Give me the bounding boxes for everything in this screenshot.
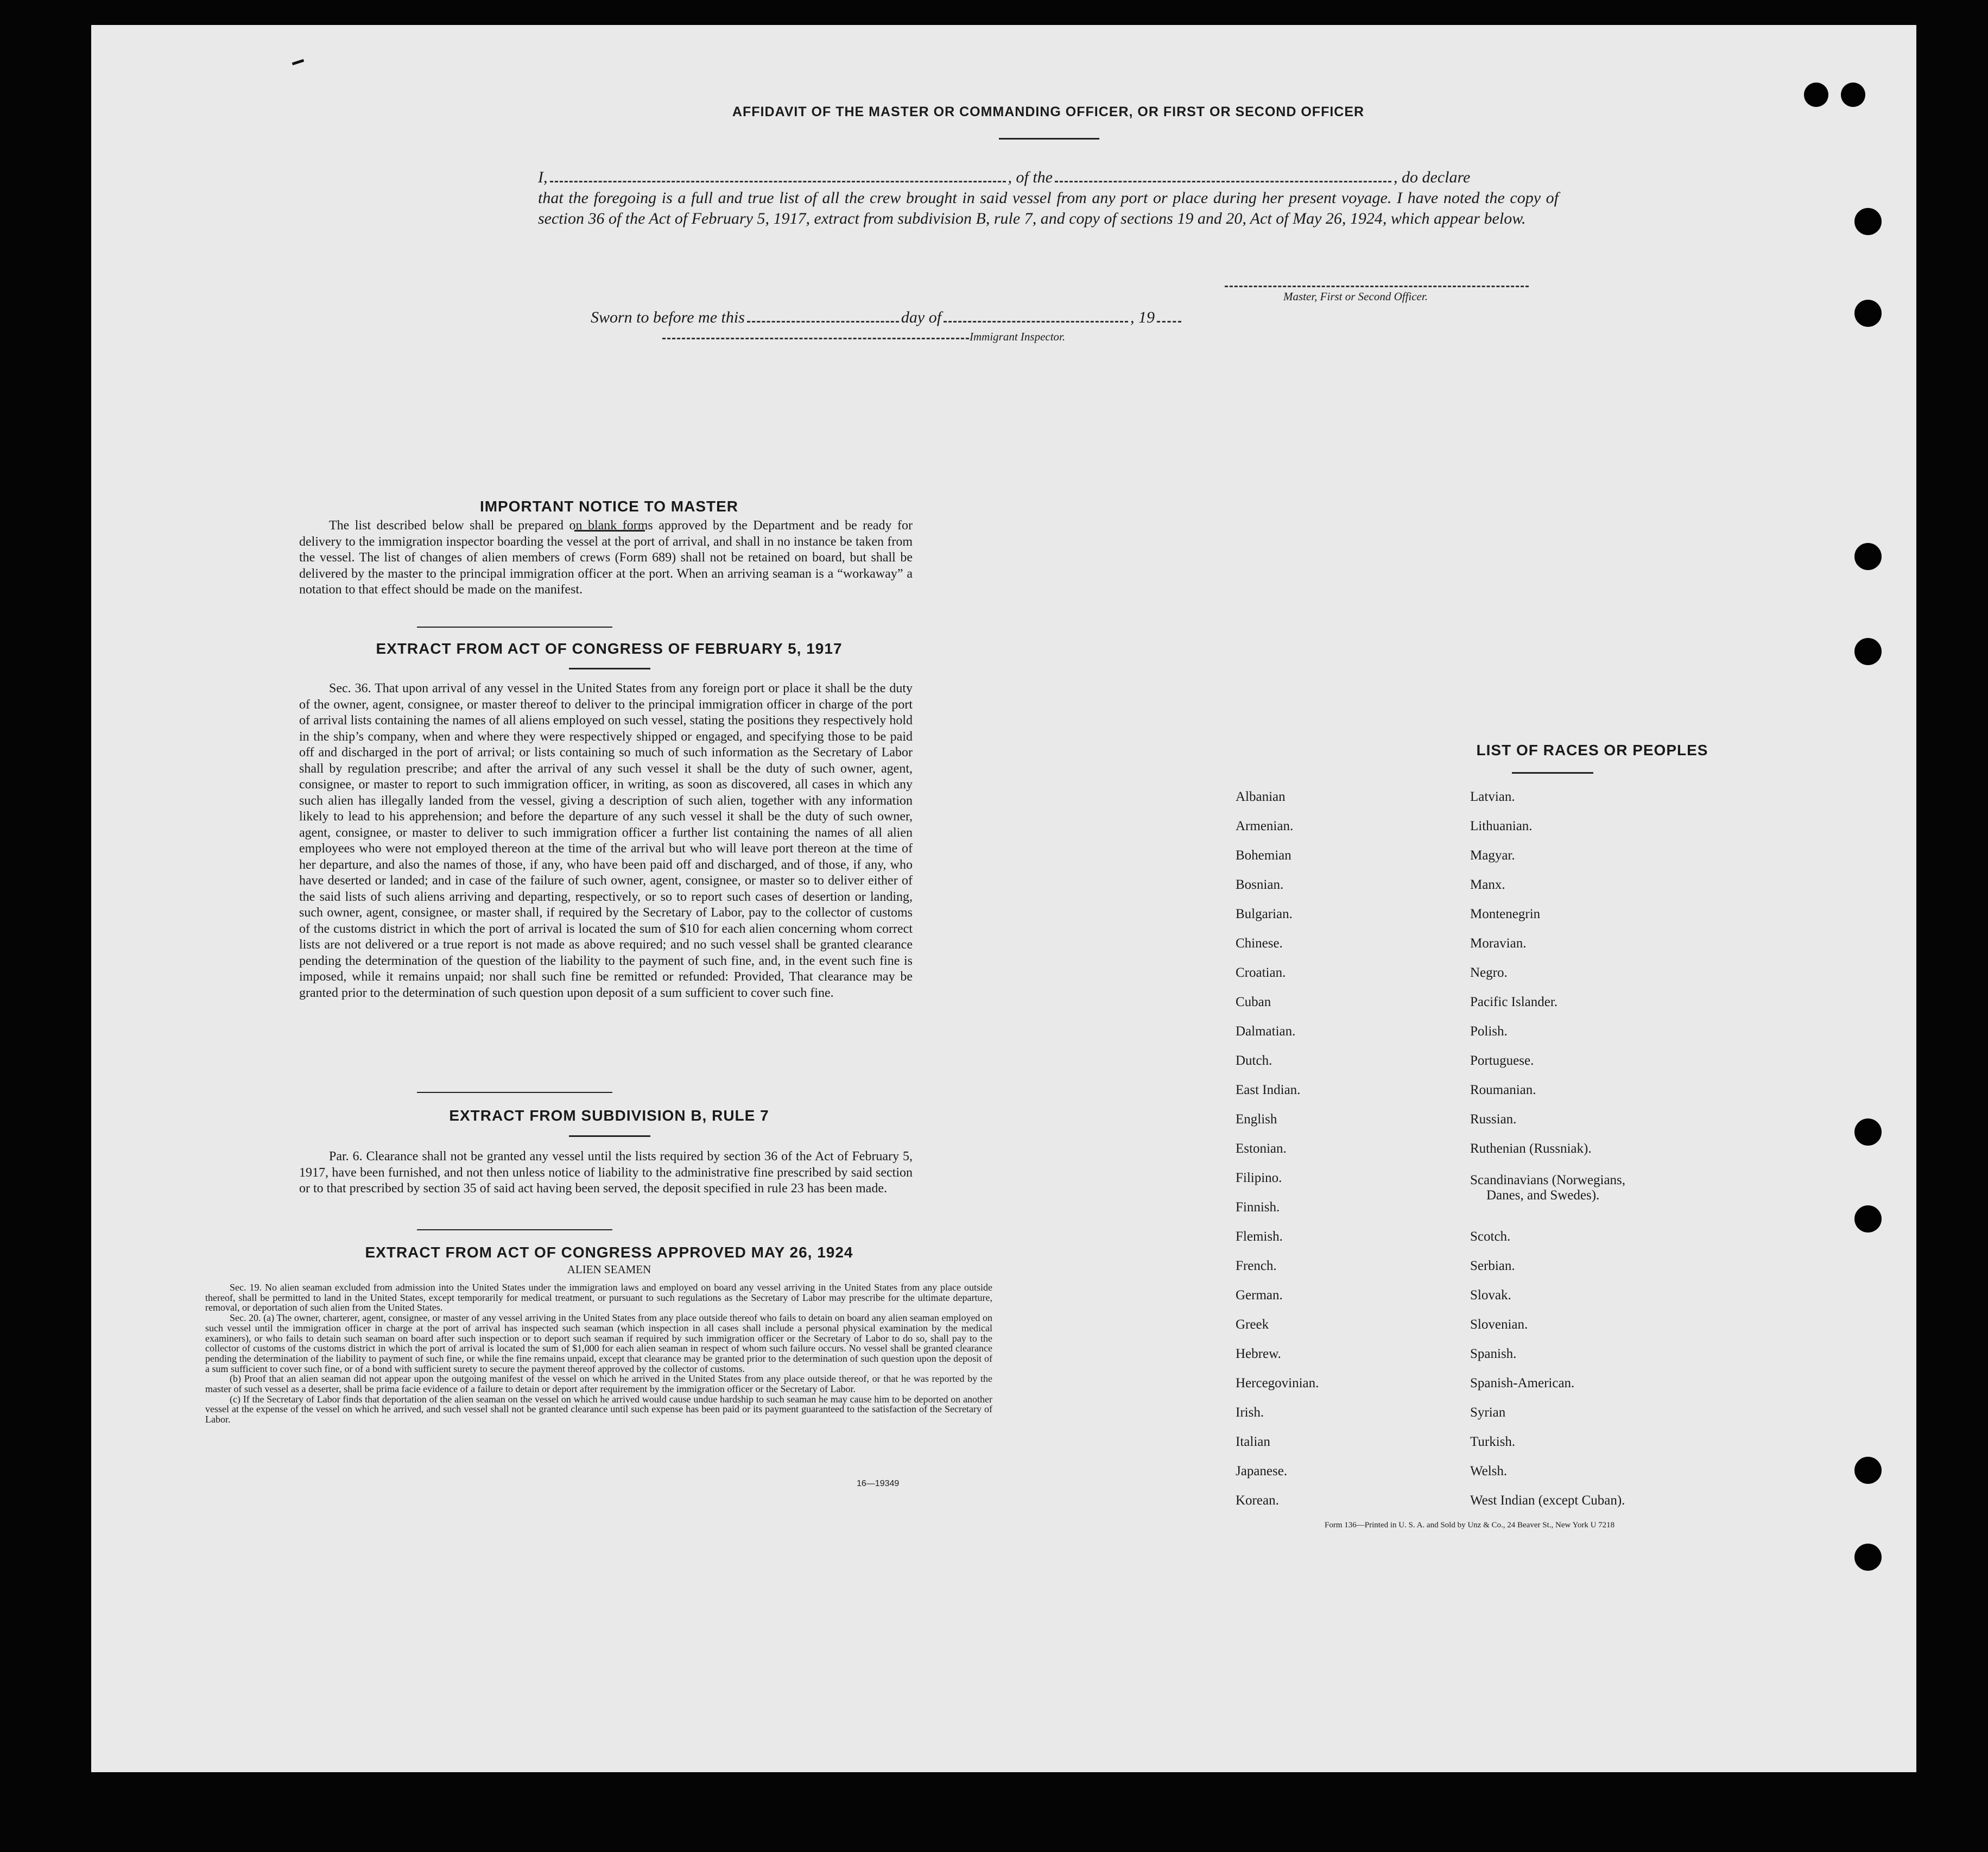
- month-blank[interactable]: [944, 321, 1128, 323]
- races-title: LIST OF RACES OR PEOPLES: [1476, 742, 1708, 759]
- race-item: Chinese.: [1236, 936, 1283, 951]
- punch-hole: [1854, 638, 1882, 665]
- race-item: Bulgarian.: [1236, 907, 1293, 921]
- of-the-label: , of the: [1008, 168, 1053, 186]
- race-item: Japanese.: [1236, 1464, 1288, 1478]
- vessel-blank[interactable]: [1055, 181, 1391, 182]
- race-item: Spanish-American.: [1470, 1376, 1575, 1390]
- race-item: Slovak.: [1470, 1288, 1511, 1303]
- race-item: Negro.: [1470, 965, 1508, 980]
- race-item: English: [1236, 1112, 1277, 1127]
- extract-1917-text: [299, 681, 913, 1001]
- race-item: Scandinavians (Norwegians,: [1470, 1173, 1626, 1187]
- race-item: Portuguese.: [1470, 1053, 1534, 1068]
- rule7-rule: [569, 1135, 650, 1137]
- punch-hole: [1804, 83, 1828, 107]
- sworn-label: Sworn to before me this: [591, 308, 745, 326]
- divider-rule: [417, 1092, 612, 1093]
- race-item: Spanish.: [1470, 1347, 1517, 1361]
- race-item: Serbian.: [1470, 1259, 1515, 1273]
- race-item: Dalmatian.: [1236, 1024, 1296, 1039]
- race-item: Polish.: [1470, 1024, 1508, 1039]
- race-item: Russian.: [1470, 1112, 1517, 1127]
- notice-title: IMPORTANT NOTICE TO MASTER: [479, 498, 739, 515]
- punch-hole: [1854, 1544, 1882, 1571]
- punch-hole: [1841, 83, 1865, 107]
- rule7-title: EXTRACT FROM SUBDIVISION B, RULE 7: [449, 1107, 769, 1124]
- form-number: 16—19349: [857, 1479, 900, 1488]
- race-item: Greek: [1236, 1317, 1269, 1332]
- race-item: Bosnian.: [1236, 877, 1284, 892]
- race-item: Flemish.: [1236, 1229, 1283, 1244]
- race-item: Estonian.: [1236, 1141, 1287, 1156]
- sec-20a-paragraph: Sec. 20. (a) The owner, charterer, agent, consignee, or master of any vessel arriving in the United States from any place outside thereof who fails to detain on board any alien seaman employed on such vessel until the immigration officer in charge at the port of arrival has inspected such seaman (which inspection in all cases shall include a personal physical examination by the medical examiners), or who fails to detain such seaman on board after such inspection or to deport such seaman if required by such immigration officer or the Secretary of Labor to do so, shall pay to the collector of customs of the customs district in which the port of arrival is located the sum of $1,000 for each alien seaman in respect of whom such failure occurs. No vessel shall be granted clearance pending the determination of the liability to payment of such fine, or while the fine remains unpaid, except that clearance may be granted prior to the determination of such question upon the deposit of a sum sufficient to cover such fine, or of a bond with sufficient surety to secure the payment thereof approved by the collector of customs.: [205, 1312, 992, 1374]
- race-item: Italian: [1236, 1434, 1270, 1449]
- divider-rule: [417, 1229, 612, 1230]
- race-item: Welsh.: [1470, 1464, 1508, 1478]
- punch-hole: [1854, 543, 1882, 570]
- race-item: Albanian: [1236, 789, 1286, 804]
- race-item: Finnish.: [1236, 1200, 1280, 1215]
- sec-20c-paragraph: (c) If the Secretary of Labor finds that deportation of the alien seaman on the vessel on which he arrived would cause undue hardship to such seaman he may cause him to be deported on another vessel at the expense of the vessel on which he arrived, and such vessel shall not be granted clearance until such expense has been paid or its payment guaranteed to the satisfaction of the Secretary of Labor.: [205, 1393, 992, 1425]
- race-item: Armenian.: [1236, 819, 1294, 833]
- rule7-text: [299, 1149, 913, 1197]
- notice-text: [299, 518, 913, 598]
- affidavit-first-line: [538, 167, 1559, 188]
- document-page: [91, 25, 1916, 1772]
- year-label: , 19: [1130, 308, 1155, 326]
- punch-hole: [1854, 208, 1882, 235]
- race-item: Bohemian: [1236, 848, 1291, 863]
- race-item: Roumanian.: [1470, 1083, 1536, 1097]
- race-item: Hercegovinian.: [1236, 1376, 1319, 1390]
- title-rule: [999, 138, 1099, 140]
- race-item: Moravian.: [1470, 936, 1527, 951]
- race-item: French.: [1236, 1259, 1277, 1273]
- declaration-text: that the foregoing is a full and true list of all the crew brought in said vessel from any port or place during her present voyage. I have noted the copy of section 36 of the Act of February 5, 1917, extract from subdivision B, rule 7, and copy of sections 19 and 20, Act of May 26, 1924, which appear below.: [538, 189, 1559, 227]
- race-item: Slovenian.: [1470, 1317, 1528, 1332]
- race-item: Cuban: [1236, 995, 1271, 1009]
- inspector-caption: Immigrant Inspector.: [970, 330, 1066, 343]
- sec-20b-paragraph: (b) Proof that an alien seaman did not appear upon the outgoing manifest of the vessel on which he arrived in the United States from any place outside thereof, or that he was reported by the master of such vessel as a deserter, shall be prima facie evidence of a failure to detain or deport after requirement by the immigration officer or the Secretary of Labor.: [205, 1373, 992, 1395]
- race-item: Filipino.: [1236, 1171, 1282, 1185]
- day-of-label: day of: [901, 308, 942, 326]
- inspector-signature-line[interactable]: [662, 338, 969, 339]
- race-item: Scotch.: [1470, 1229, 1511, 1244]
- race-item: Korean.: [1236, 1493, 1279, 1508]
- race-item: Irish.: [1236, 1405, 1264, 1420]
- race-item: Hebrew.: [1236, 1347, 1281, 1361]
- extract-1924-title: EXTRACT FROM ACT OF CONGRESS APPROVED MAY 26, 1924: [365, 1244, 853, 1261]
- affidavit-title: AFFIDAVIT OF THE MASTER OR COMMANDING OFFICER, OR FIRST OR SECOND OFFICER: [732, 104, 1365, 119]
- day-blank[interactable]: [747, 321, 899, 323]
- punch-hole: [1854, 1457, 1882, 1484]
- extract-1924-text: [205, 1282, 992, 1425]
- race-item: Manx.: [1470, 877, 1505, 892]
- do-declare-label: , do declare: [1394, 168, 1471, 186]
- races-rule: [1512, 772, 1593, 774]
- printer-footer: Form 136—Printed in U. S. A. and Sold by Unz & Co., 24 Beaver St., New York U 7218: [1325, 1521, 1615, 1529]
- section-36-paragraph: Sec. 36. That upon arrival of any vessel in the United States from any foreign port or place it shall be the duty of the owner, agent, consignee, or master thereof to deliver to the principal immigration officer in charge of the port of arrival lists containing the names of all aliens employed on such vessel, stating the positions they respectively hold in the ship’s company, when and where they were respectively shipped or engaged, and specifying those to be paid off and discharged in the port of arrival; or lists containing so much of such information as the Secretary of Labor shall by regulation prescribe; and after the arrival of any such vessel it shall be the duty of such owner, agent, consignee, or master to report to such immigration officer, in writing, as soon as discovered, all cases in which any such alien has illegally landed from the vessel, giving a description of such alien, together with any information likely to lead to his apprehension; and before the departure of any such vessel it shall be the duty of such owner, agent, consignee, or master to deliver to such immigration officer a further list containing the names of all alien employees who were not employed thereon at the time of the arrival but who will leave port thereon at the time of her departure, and also the names of those, if any, who have been paid off and discharged, and of those, if any, who have deserted or landed; and in case of the failure of such owner, agent, consignee, or master so to deliver either of the said lists of such aliens arriving and departing, respectively, or so to report such cases of desertion or landing, such owner, agent, consignee, or master shall, if required by the Secretary of Labor, pay to the collector of customs of the customs district in which the port of arrival is located the sum of $10 for each alien concerning whom correct lists are not delivered or a true report is not made as above required; and no such vessel shall be granted clearance pending the determination of the question of the liability to the payment of such fine, and, in the event such fine is imposed, while it remains unpaid; nor shall such fine be remitted or refunded: Provided, That clearance may be granted prior to the determination of such question upon deposit of a sum sufficient to cover such fine.: [299, 681, 913, 1000]
- par-6-paragraph: Par. 6. Clearance shall not be granted any vessel until the lists required by section 36 of the Act of February 5, 1917, have been furnished, and not then unless notice of liability to the administrative fine prescribed by said section or to that prescribed by section 35 of said act having been served, the deposit specified in rule 23 has been made.: [299, 1149, 913, 1196]
- master-signature-caption: Master, First or Second Officer.: [1283, 290, 1428, 303]
- race-item: Croatian.: [1236, 965, 1286, 980]
- race-item: Latvian.: [1470, 789, 1515, 804]
- alien-seamen-subtitle: ALIEN SEAMEN: [567, 1263, 651, 1276]
- race-item: Dutch.: [1236, 1053, 1272, 1068]
- race-item: Danes, and Swedes).: [1486, 1188, 1600, 1203]
- race-item: East Indian.: [1236, 1083, 1301, 1097]
- race-item: Magyar.: [1470, 848, 1515, 863]
- sec-19-paragraph: Sec. 19. No alien seaman excluded from admission into the United States under the immigration laws and employed on board any vessel arriving in the United States from any place outside thereof, shall be permitted to land in the United States, except temporarily for medical treatment, or pursuant to such regulations as the Secretary of Labor may prescribe for the ultimate departure, removal, or deportation of such alien from the United States.: [205, 1282, 992, 1313]
- race-item: Montenegrin: [1470, 907, 1541, 921]
- race-item: Ruthenian (Russniak).: [1470, 1141, 1592, 1156]
- sworn-line: [591, 307, 1296, 328]
- punch-hole: [1854, 300, 1882, 327]
- name-blank[interactable]: [550, 181, 1006, 182]
- i-label: I,: [538, 168, 548, 186]
- extract-1917-title: EXTRACT FROM ACT OF CONGRESS OF FEBRUARY 5, 1917: [376, 640, 843, 657]
- race-item: Turkish.: [1470, 1434, 1516, 1449]
- master-signature-line[interactable]: [1225, 286, 1529, 287]
- race-item: West Indian (except Cuban).: [1470, 1493, 1625, 1508]
- year-blank[interactable]: [1157, 321, 1181, 323]
- punch-hole: [1854, 1118, 1882, 1146]
- divider-rule: [417, 627, 612, 628]
- race-item: Lithuanian.: [1470, 819, 1533, 833]
- race-item: German.: [1236, 1288, 1283, 1303]
- race-item: Pacific Islander.: [1470, 995, 1558, 1009]
- extract-1917-rule: [569, 668, 650, 669]
- notice-paragraph: The list described below shall be prepared on blank forms approved by the Department and be ready for delivery to the immigration inspector boarding the vessel at the port of arrival, and shall in no instance be taken from the vessel. The list of changes of alien members of crews (Form 689) shall not be retained on board, but shall be delivered by the master to the principal immigration officer at the port. When an arriving seaman is a “workaway” a notation to that effect should be made on the manifest.: [299, 519, 913, 597]
- punch-hole: [1854, 1205, 1882, 1232]
- race-item: Syrian: [1470, 1405, 1506, 1420]
